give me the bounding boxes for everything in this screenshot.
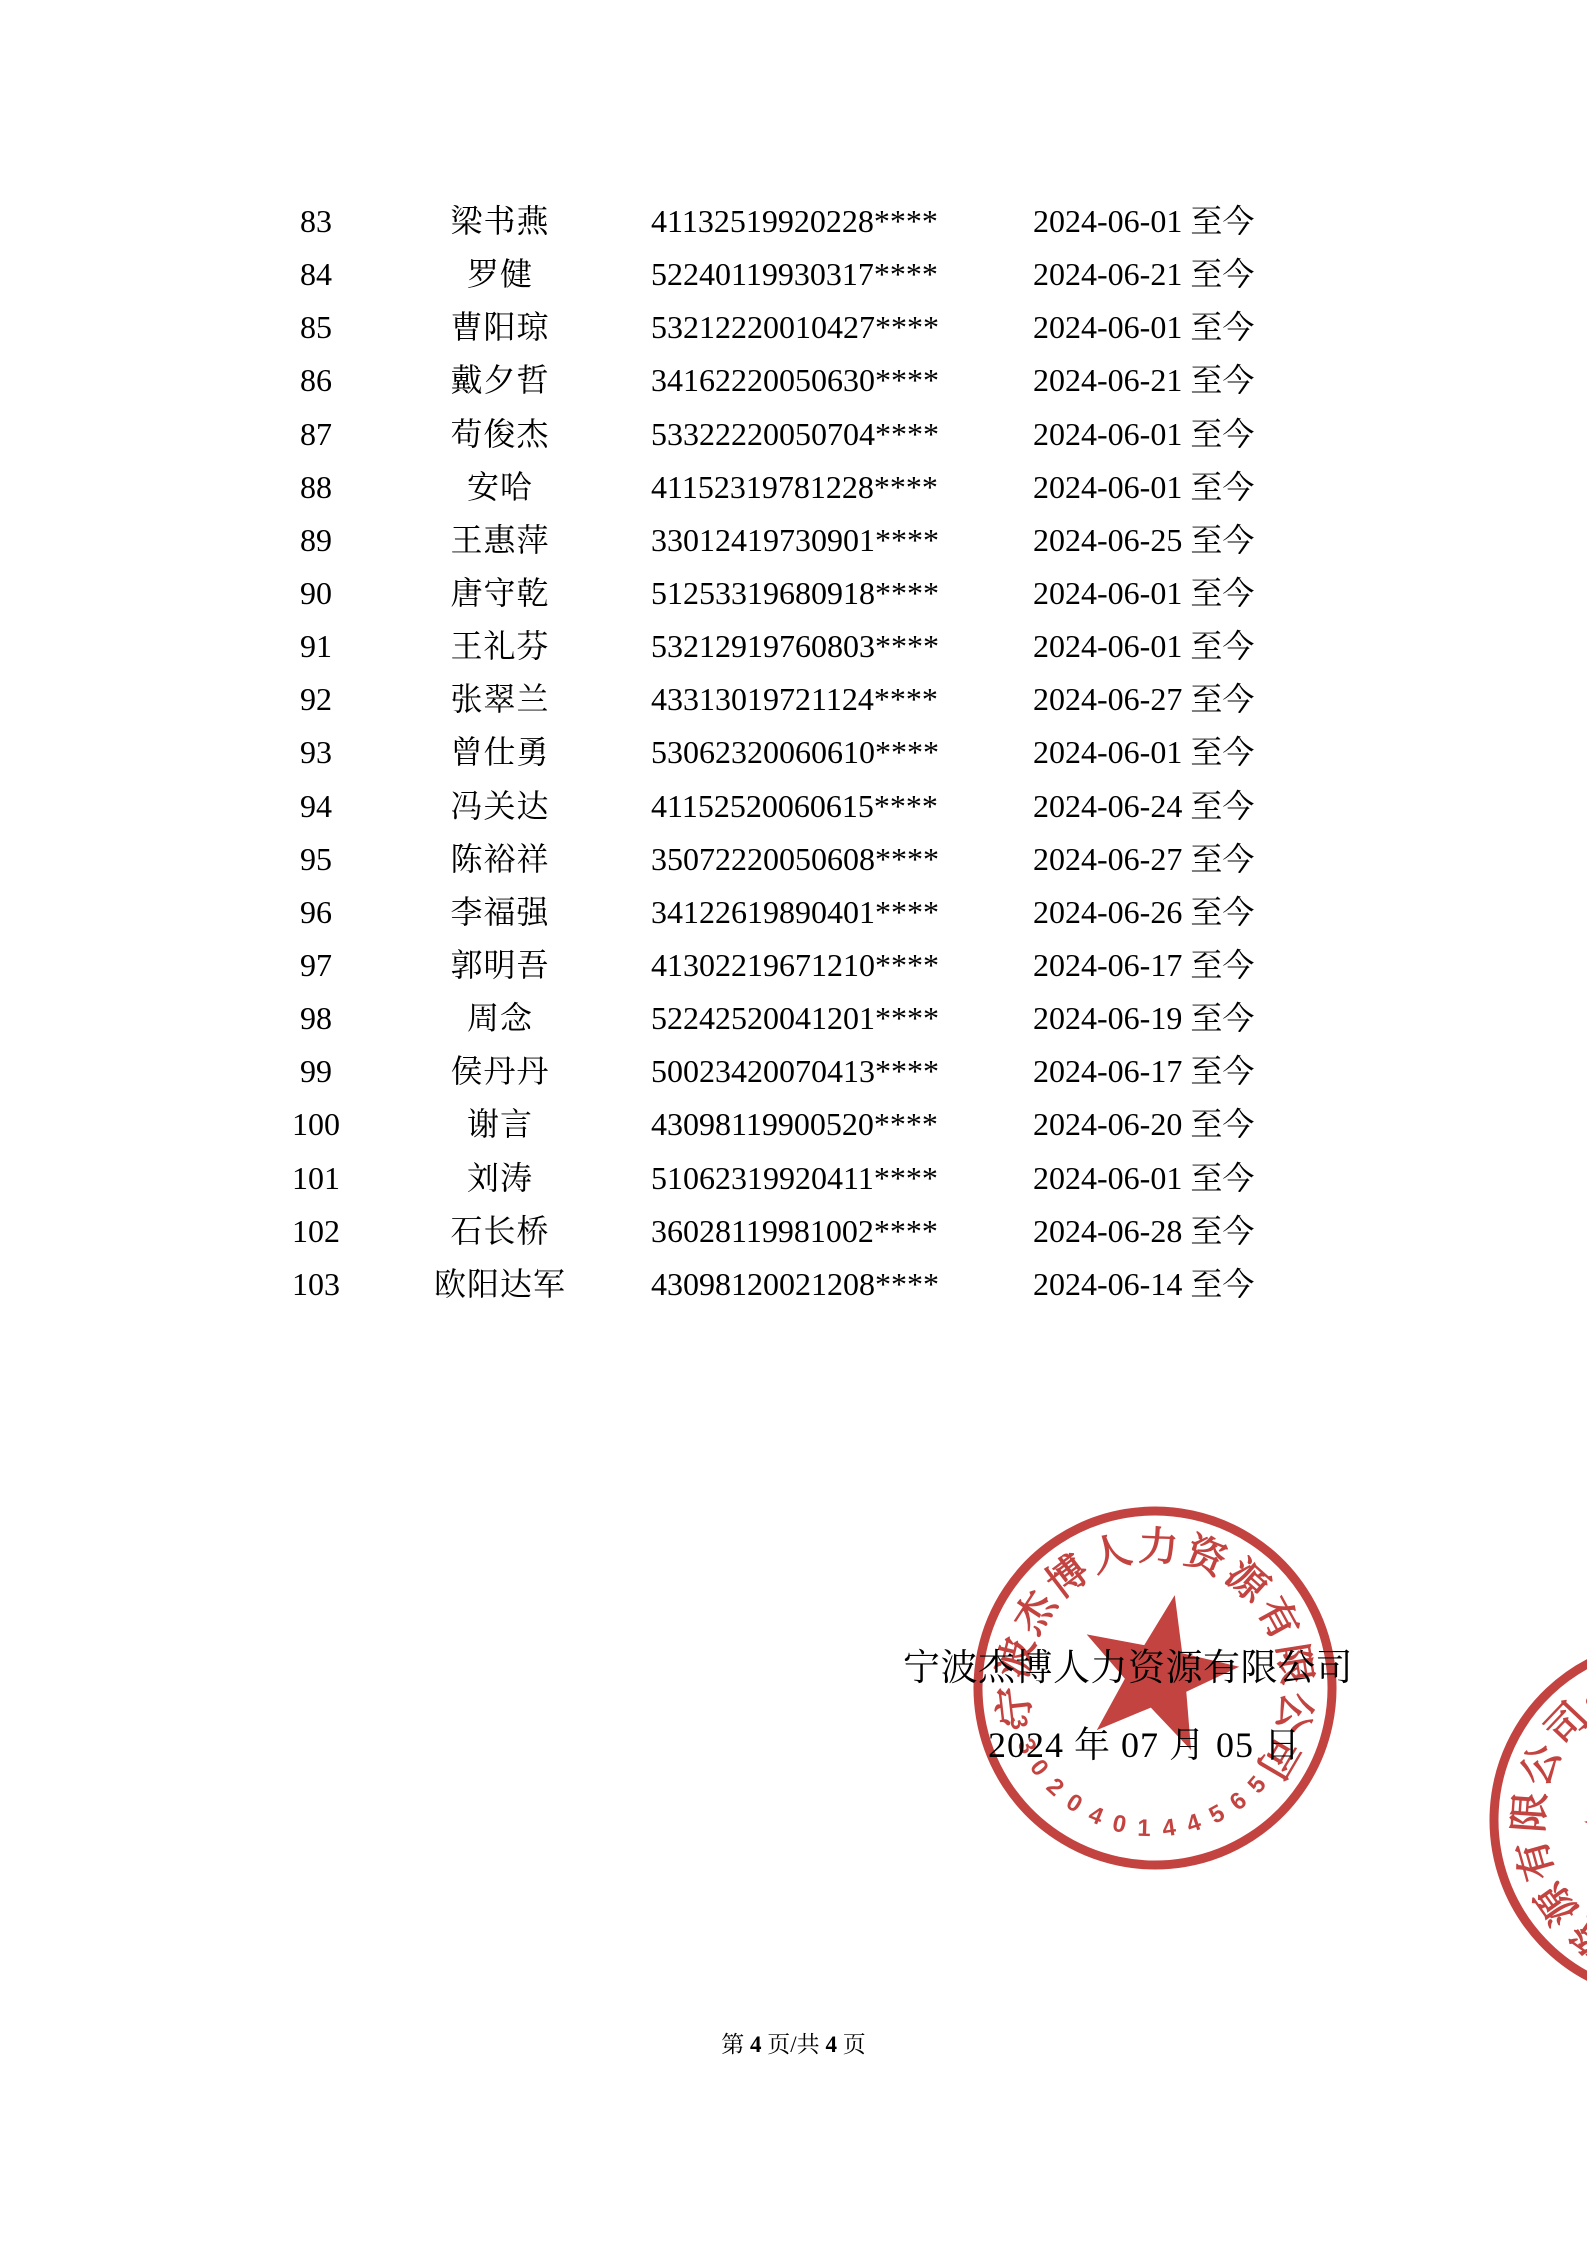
employment-period: 2024-06-28 至今 — [1033, 1212, 1255, 1249]
employment-period: 2024-06-21 至今 — [1033, 362, 1255, 399]
table-row — [0, 195, 1587, 248]
table-row — [0, 461, 1587, 514]
roster-table — [0, 195, 1587, 1311]
row-index: 99 — [300, 1053, 332, 1090]
person-id: 53212220010427**** — [651, 309, 939, 346]
row-index: 86 — [300, 362, 332, 399]
person-name: 冯关达 — [450, 787, 550, 824]
row-index: 83 — [300, 203, 332, 239]
row-index: 98 — [300, 1000, 332, 1037]
table-row — [0, 248, 1587, 301]
signature-company-name: 宁波杰博人力资源有限公司 — [903, 1648, 1353, 1689]
row-index: 97 — [300, 946, 332, 983]
table-row — [0, 886, 1587, 939]
footer-prefix: 第 — [721, 2032, 751, 2057]
employment-period: 2024-06-20 至今 — [1033, 1106, 1255, 1143]
table-row — [0, 567, 1587, 620]
employment-period: 2024-06-17 至今 — [1033, 946, 1255, 983]
row-index: 103 — [292, 1265, 340, 1302]
person-id: 43098119900520**** — [651, 1106, 938, 1143]
row-index: 84 — [300, 256, 332, 293]
table-row — [0, 301, 1587, 354]
person-name: 曹阳琼 — [450, 309, 550, 346]
person-id: 35072220050608**** — [651, 840, 939, 877]
person-id: 52242520041201**** — [651, 1000, 939, 1037]
person-id: 53212919760803**** — [651, 628, 939, 665]
person-id: 34122619890401**** — [651, 893, 939, 930]
table-row — [0, 939, 1587, 992]
row-index: 88 — [300, 468, 332, 505]
employment-period: 2024-06-01 至今 — [1033, 203, 1255, 239]
company-seal-stamp-partial — [1466, 1615, 1587, 2025]
employment-period: 2024-06-26 至今 — [1033, 893, 1255, 930]
person-id: 41152319781228**** — [651, 468, 938, 505]
employment-period: 2024-06-01 至今 — [1033, 628, 1255, 665]
row-index: 96 — [300, 893, 332, 930]
employment-period: 2024-06-01 至今 — [1033, 309, 1255, 346]
person-id: 34162220050630**** — [651, 362, 939, 399]
person-name: 苟俊杰 — [450, 415, 550, 452]
employment-period: 2024-06-27 至今 — [1033, 840, 1255, 877]
row-index: 90 — [300, 574, 332, 611]
employment-period: 2024-06-17 至今 — [1033, 1053, 1255, 1090]
person-name: 周念 — [466, 1000, 533, 1037]
person-id: 50023420070413**** — [651, 1053, 939, 1090]
employment-period: 2024-06-01 至今 — [1033, 468, 1255, 505]
person-name: 侯丹丹 — [450, 1053, 550, 1090]
person-name: 欧阳达军 — [433, 1265, 566, 1302]
person-id: 36028119981002**** — [651, 1212, 938, 1249]
row-index: 87 — [300, 415, 332, 452]
person-id: 41152520060615**** — [651, 787, 938, 824]
person-id: 43313019721124**** — [651, 681, 938, 718]
row-index: 95 — [300, 840, 332, 877]
person-name: 谢言 — [466, 1106, 533, 1143]
row-index: 85 — [300, 309, 332, 346]
table-row — [0, 1258, 1587, 1311]
row-index: 100 — [292, 1106, 340, 1143]
table-row — [0, 408, 1587, 461]
footer-total-pages: 4 — [825, 2032, 837, 2057]
person-name: 安哈 — [466, 468, 533, 505]
person-name: 李福强 — [450, 893, 550, 930]
footer-mid: 页/共 — [761, 2032, 826, 2057]
person-id: 41132519920228**** — [651, 203, 938, 239]
table-row — [0, 780, 1587, 833]
person-name: 罗健 — [466, 256, 533, 293]
person-name: 张翠兰 — [450, 681, 550, 718]
person-name: 石长桥 — [450, 1212, 550, 1249]
person-id: 51253319680918**** — [651, 574, 939, 611]
person-id: 53322220050704**** — [651, 415, 939, 452]
footer-suffix: 页 — [836, 2032, 866, 2057]
row-index: 101 — [292, 1159, 340, 1196]
table-row — [0, 620, 1587, 673]
person-id: 53062320060610**** — [651, 734, 939, 771]
person-id: 43098120021208**** — [651, 1265, 939, 1302]
employment-period: 2024-06-01 至今 — [1033, 734, 1255, 771]
table-row — [0, 514, 1587, 567]
signature-date: 2024 年 07 月 05 日 — [988, 1725, 1302, 1765]
table-row — [0, 1045, 1587, 1098]
table-row — [0, 1098, 1587, 1151]
person-name: 郭明吾 — [450, 946, 550, 983]
person-id: 41302219671210**** — [651, 946, 939, 983]
table-row — [0, 1205, 1587, 1258]
person-name: 王惠萍 — [450, 521, 550, 558]
person-name: 唐守乾 — [450, 574, 550, 611]
table-row — [0, 673, 1587, 726]
person-name: 王礼芬 — [450, 628, 550, 665]
table-row — [0, 726, 1587, 779]
employment-period: 2024-06-01 至今 — [1033, 574, 1255, 611]
person-name: 陈裕祥 — [450, 840, 550, 877]
person-name: 曾仕勇 — [450, 734, 550, 771]
employment-period: 2024-06-21 至今 — [1033, 256, 1255, 293]
row-index: 94 — [300, 787, 332, 824]
employment-period: 2024-06-24 至今 — [1033, 787, 1255, 824]
row-index: 102 — [292, 1212, 340, 1249]
table-row — [0, 992, 1587, 1045]
person-name: 刘涛 — [466, 1159, 533, 1196]
page-footer — [0, 2030, 1587, 2060]
person-name: 戴夕哲 — [450, 362, 550, 399]
row-index: 93 — [300, 734, 332, 771]
employment-period: 2024-06-19 至今 — [1033, 1000, 1255, 1037]
footer-page-number: 4 — [750, 2032, 762, 2057]
person-name: 梁书燕 — [450, 203, 550, 239]
employment-period: 2024-06-01 至今 — [1033, 415, 1255, 452]
person-id: 52240119930317**** — [651, 256, 938, 293]
person-id: 33012419730901**** — [651, 521, 939, 558]
employment-period: 2024-06-27 至今 — [1033, 681, 1255, 718]
table-row — [0, 354, 1587, 407]
row-index: 91 — [300, 628, 332, 665]
employment-period: 2024-06-25 至今 — [1033, 521, 1255, 558]
table-row — [0, 1152, 1587, 1205]
employment-period: 2024-06-01 至今 — [1033, 1159, 1255, 1196]
table-row — [0, 833, 1587, 886]
employment-period: 2024-06-14 至今 — [1033, 1265, 1255, 1302]
person-id: 51062319920411**** — [651, 1159, 938, 1196]
row-index: 89 — [300, 521, 332, 558]
row-index: 92 — [300, 681, 332, 718]
